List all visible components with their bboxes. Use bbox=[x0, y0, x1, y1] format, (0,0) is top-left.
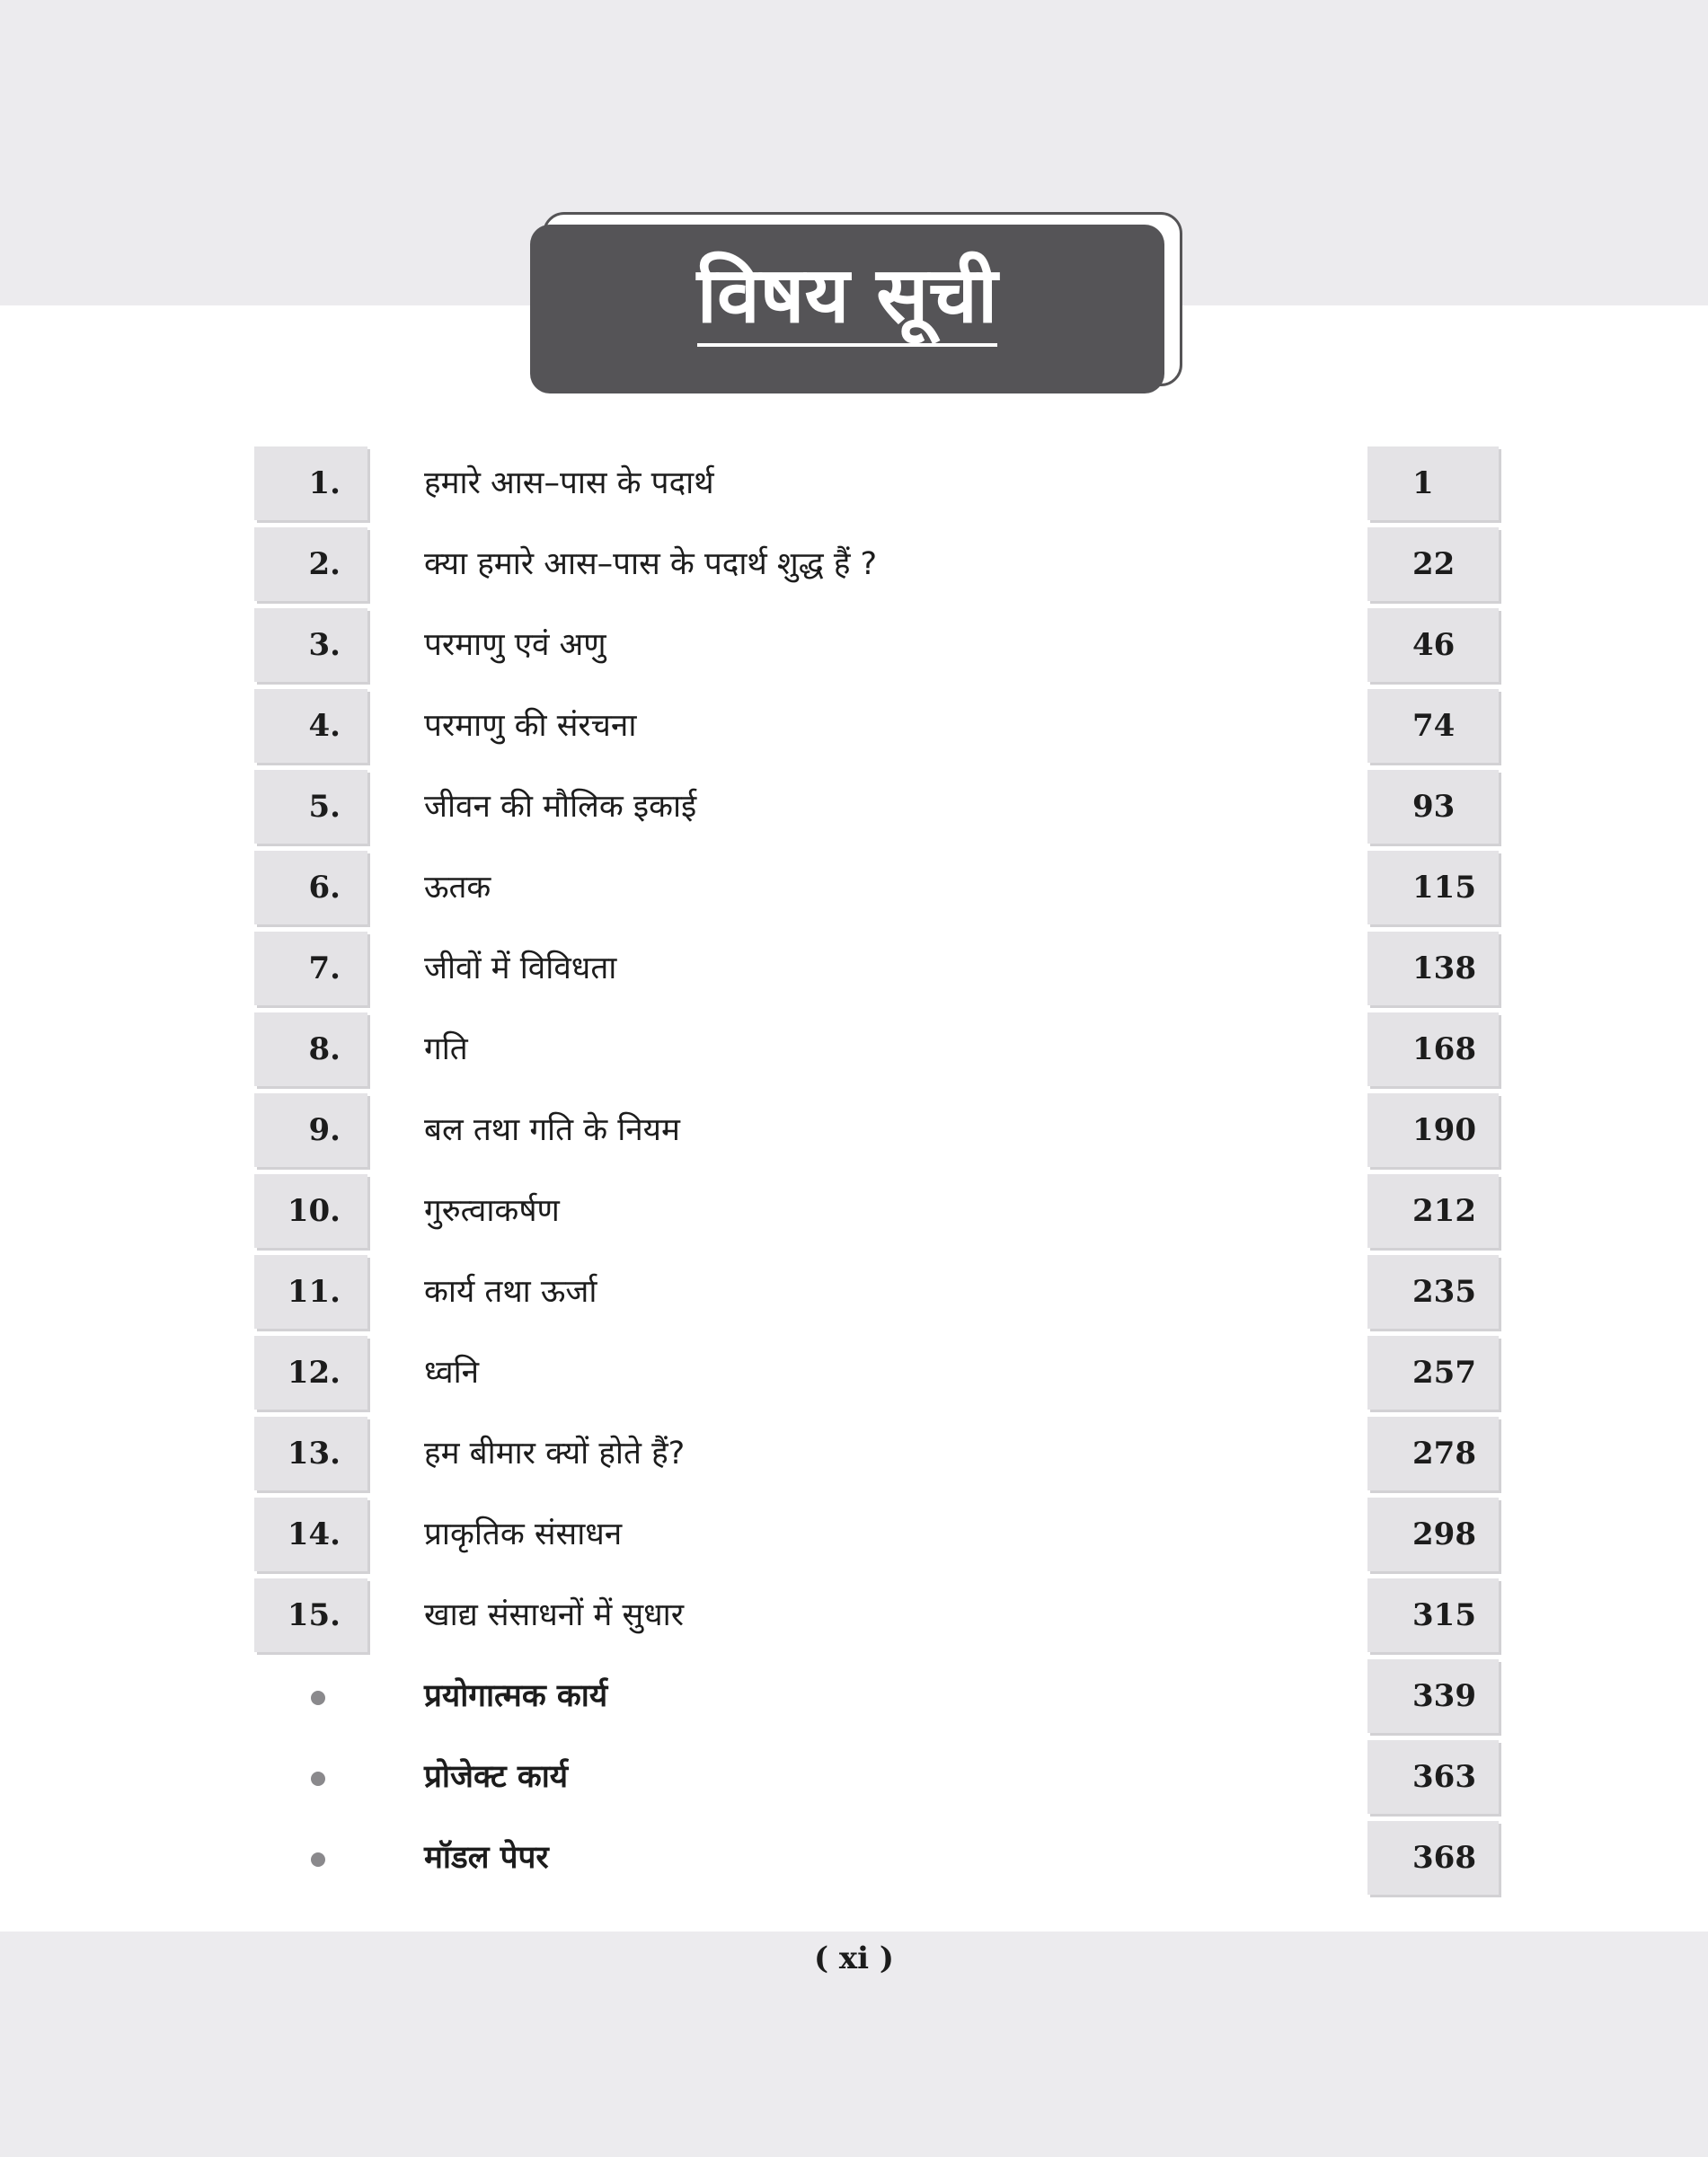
chapter-number: 4. bbox=[254, 689, 367, 763]
chapter-title[interactable]: क्या हमारे आस–पास के पदार्थ शुद्ध हैं ? bbox=[424, 546, 878, 582]
chapter-title[interactable]: जीवों में विविधता bbox=[424, 950, 617, 986]
title-box bbox=[530, 225, 1164, 393]
toc-row[interactable] bbox=[0, 851, 1708, 924]
chapter-number: 10. bbox=[254, 1174, 367, 1248]
chapter-title[interactable]: परमाणु की संरचना bbox=[424, 708, 637, 744]
toc-extra-row[interactable] bbox=[0, 1659, 1708, 1733]
toc-row[interactable] bbox=[0, 1336, 1708, 1410]
toc-row[interactable] bbox=[0, 527, 1708, 601]
chapter-number: 1. bbox=[254, 446, 367, 520]
page-number: 93 bbox=[1367, 770, 1499, 844]
page-number: 235 bbox=[1367, 1255, 1499, 1329]
page-title: विषय सूची bbox=[697, 257, 998, 347]
toc-row[interactable] bbox=[0, 446, 1708, 520]
page-number: 168 bbox=[1367, 1012, 1499, 1086]
chapter-title[interactable]: जीवन की मौलिक इकाई bbox=[424, 789, 697, 825]
chapter-title[interactable]: ध्वनि bbox=[424, 1355, 480, 1391]
extra-title[interactable]: प्रयोगात्मक कार्य bbox=[424, 1678, 608, 1714]
chapter-title[interactable]: प्राकृतिक संसाधन bbox=[424, 1516, 623, 1552]
page-number: 278 bbox=[1367, 1417, 1499, 1490]
chapter-number: 11. bbox=[254, 1255, 367, 1329]
chapter-number: 13. bbox=[254, 1417, 367, 1490]
page-number: 46 bbox=[1367, 608, 1499, 682]
chapter-number: 14. bbox=[254, 1498, 367, 1571]
toc-row[interactable] bbox=[0, 1174, 1708, 1248]
chapter-title[interactable]: हम बीमार क्यों होते हैं? bbox=[424, 1436, 686, 1472]
extra-title[interactable]: मॉडल पेपर bbox=[424, 1840, 549, 1876]
chapter-number: 15. bbox=[254, 1578, 367, 1652]
page-number: 22 bbox=[1367, 527, 1499, 601]
extra-title[interactable]: प्रोजेक्ट कार्य bbox=[424, 1759, 569, 1795]
page-number: 315 bbox=[1367, 1578, 1499, 1652]
bullet-icon bbox=[311, 1772, 325, 1786]
toc-row[interactable] bbox=[0, 608, 1708, 682]
page-number: 190 bbox=[1367, 1093, 1499, 1167]
toc-row[interactable] bbox=[0, 689, 1708, 763]
chapter-number: 8. bbox=[254, 1012, 367, 1086]
chapter-number: 3. bbox=[254, 608, 367, 682]
toc-row[interactable] bbox=[0, 1578, 1708, 1652]
chapter-title[interactable]: गुरुत्वाकर्षण bbox=[424, 1193, 560, 1229]
page-folio: ( xi ) bbox=[813, 1940, 895, 1976]
toc-row[interactable] bbox=[0, 1093, 1708, 1167]
chapter-title[interactable]: खाद्य संसाधनों में सुधार bbox=[424, 1597, 685, 1633]
page-number: 339 bbox=[1367, 1659, 1499, 1733]
chapter-title[interactable]: परमाणु एवं अणु bbox=[424, 627, 606, 663]
chapter-number: 6. bbox=[254, 851, 367, 924]
page-number: 368 bbox=[1367, 1821, 1499, 1895]
chapter-number: 9. bbox=[254, 1093, 367, 1167]
chapter-title[interactable]: गति bbox=[424, 1031, 468, 1067]
bullet-icon bbox=[311, 1691, 325, 1705]
chapter-title[interactable]: ऊतक bbox=[424, 870, 491, 906]
toc-extra-row[interactable] bbox=[0, 1821, 1708, 1895]
toc-row[interactable] bbox=[0, 1498, 1708, 1571]
toc-extra-row[interactable] bbox=[0, 1740, 1708, 1814]
toc-row[interactable] bbox=[0, 1417, 1708, 1490]
page-number: 115 bbox=[1367, 851, 1499, 924]
toc-row[interactable] bbox=[0, 1255, 1708, 1329]
page-number: 74 bbox=[1367, 689, 1499, 763]
toc-row[interactable] bbox=[0, 770, 1708, 844]
bullet-icon bbox=[311, 1852, 325, 1867]
page-number: 363 bbox=[1367, 1740, 1499, 1814]
chapter-title[interactable]: बल तथा गति के नियम bbox=[424, 1112, 680, 1148]
chapter-number: 7. bbox=[254, 932, 367, 1005]
page-number: 212 bbox=[1367, 1174, 1499, 1248]
page-number: 298 bbox=[1367, 1498, 1499, 1571]
page-number: 1 bbox=[1367, 446, 1499, 520]
chapter-number: 2. bbox=[254, 527, 367, 601]
chapter-title[interactable]: हमारे आस–पास के पदार्थ bbox=[424, 465, 714, 501]
chapter-title[interactable]: कार्य तथा ऊर्जा bbox=[424, 1274, 597, 1310]
toc-row[interactable] bbox=[0, 932, 1708, 1005]
page-number: 257 bbox=[1367, 1336, 1499, 1410]
page-number: 138 bbox=[1367, 932, 1499, 1005]
chapter-number: 5. bbox=[254, 770, 367, 844]
toc-row[interactable] bbox=[0, 1012, 1708, 1086]
chapter-number: 12. bbox=[254, 1336, 367, 1410]
